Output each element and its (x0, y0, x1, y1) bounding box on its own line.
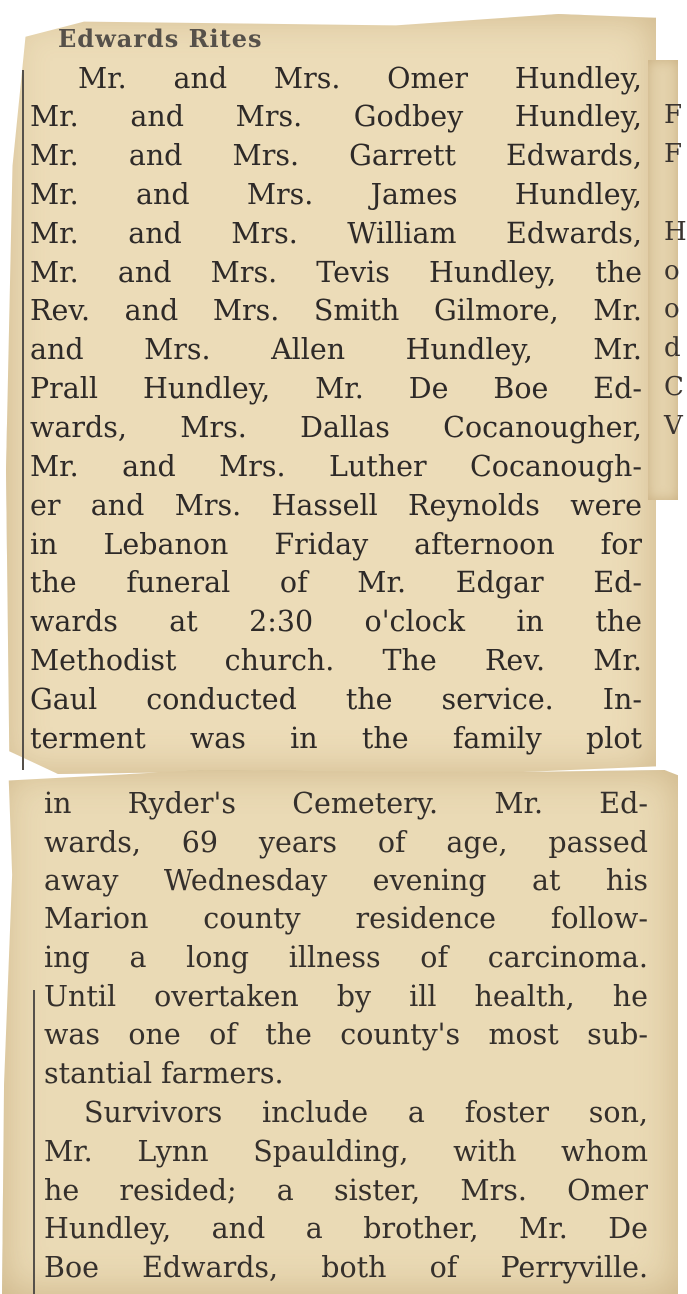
article-line: he resided; a sister, Mrs. Omer (44, 1174, 648, 1207)
article-line: Mr. and Mrs. Luther Cocanough- (30, 450, 642, 483)
article-line: wards at 2:30 o'clock in the (30, 605, 642, 638)
article-line: Mr. and Mrs. William Edwards, (30, 217, 642, 250)
article-line: Until overtaken by ill health, he (44, 980, 648, 1013)
article-line: Mr. Lynn Spaulding, with whom (44, 1135, 648, 1168)
article-line: and Mrs. Allen Hundley, Mr. (30, 333, 642, 366)
article-line: Survivors include a foster son, (84, 1096, 648, 1129)
article-line: Hundley, and a brother, Mr. De (44, 1212, 648, 1245)
article-line: Marion county residence follow- (44, 902, 648, 935)
column-rule (33, 990, 35, 1294)
article-line: in Lebanon Friday afternoon for (30, 528, 642, 561)
adjacent-column-letter: F (664, 139, 683, 169)
article-line: in Ryder's Cemetery. Mr. Ed- (44, 787, 648, 820)
adjacent-column-letter: V (664, 411, 683, 441)
article-line: stantial farmers. (44, 1057, 284, 1090)
column-rule (22, 70, 24, 770)
article-line: ing a long illness of carcinoma. (44, 941, 648, 974)
article-line: Gaul conducted the service. In- (30, 683, 642, 716)
article-line: Mr. and Mrs. James Hundley, (30, 178, 642, 211)
article-line: terment was in the family plot (30, 722, 642, 755)
article-line: was one of the county's most sub- (44, 1018, 648, 1051)
article-line: Mr. and Mrs. Garrett Edwards, (30, 139, 642, 172)
article-line: Boe Edwards, both of Perryville. (44, 1251, 648, 1284)
article-line: Mr. and Mrs. Tevis Hundley, the (30, 256, 642, 289)
article-line: wards, Mrs. Dallas Cocanougher, (30, 411, 642, 444)
adjacent-column-letter: o (664, 256, 680, 286)
adjacent-column-letter: F (664, 100, 683, 130)
adjacent-column-letter: d (664, 333, 681, 363)
adjacent-column-letter: C (664, 372, 684, 402)
article-line: er and Mrs. Hassell Reynolds were (30, 489, 642, 522)
headline: Edwards Rites (58, 24, 263, 53)
article-line: wards, 69 years of age, passed (44, 826, 648, 859)
article-line: away Wednesday evening at his (44, 864, 648, 897)
article-line: Prall Hundley, Mr. De Boe Ed- (30, 372, 642, 405)
adjacent-column-letter: H (664, 217, 687, 247)
article-line: the funeral of Mr. Edgar Ed- (30, 566, 642, 599)
article-line: Methodist church. The Rev. Mr. (30, 644, 642, 677)
article-line: Mr. and Mrs. Godbey Hundley, (30, 100, 642, 133)
adjacent-column-letter: o (664, 294, 680, 324)
article-line: Mr. and Mrs. Omer Hundley, (78, 62, 642, 95)
article-line: Rev. and Mrs. Smith Gilmore, Mr. (30, 294, 642, 327)
